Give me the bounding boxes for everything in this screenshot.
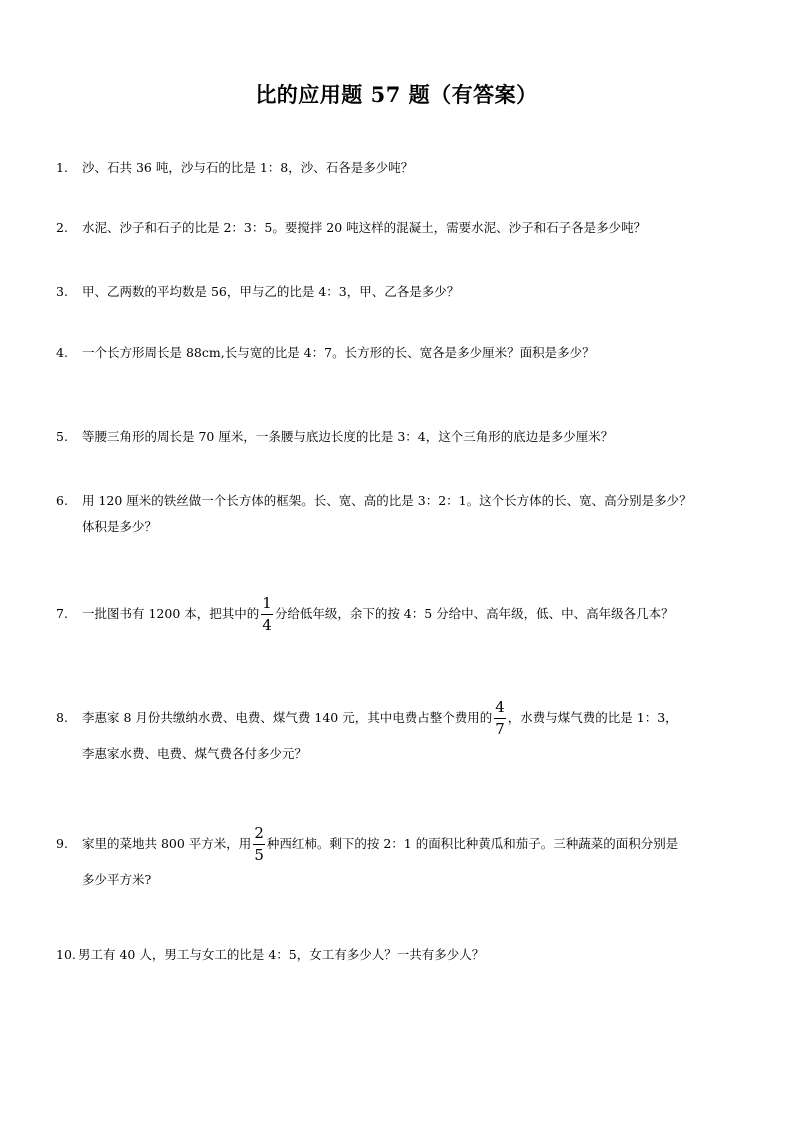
fraction-denominator: 5 [254, 846, 264, 864]
question-number: 5. [56, 429, 68, 444]
page-title: 比的应用题 57 题（有答案） [255, 82, 538, 107]
question-8 [56, 700, 746, 767]
question-text: 李惠家 8 月份共缴纳水费、电费、煤气费 140 元，其中电费占整个费用的 [82, 710, 493, 725]
question-1 [56, 155, 746, 181]
question-text: 等腰三角形的周长是 70 厘米，一条腰与底边长度的比是 3：4，这个三角形的底边是多少厘米？ [82, 429, 614, 444]
question-number: 9. [56, 836, 68, 851]
question-3 [56, 279, 746, 305]
question-text: 一个长方形周长是 88cm,长与宽的比是 4：7。长方形的长、宽各是多少厘米？面积是多少？ [82, 345, 595, 360]
fraction-denominator: 7 [495, 720, 505, 738]
fraction-bar [494, 718, 506, 719]
question-number: 2. [56, 220, 68, 235]
question-text: 水泥、沙子和石子的比是 2：3：5。要搅拌 20 吨这样的混凝土，需要水泥、沙子和石子各是多少吨？ [82, 220, 647, 235]
question-number: 3. [56, 284, 68, 299]
fraction-bar [261, 614, 273, 615]
question-text: 种西红柿。剩下的按 2：1 的面积比种黄瓜和茄子。三种蔬菜的面积分别是 [266, 836, 679, 851]
question-9 [56, 826, 746, 893]
question-4 [56, 340, 746, 366]
question-text: 分给低年级，余下的按 4：5 分给中、高年级，低、中、高年级各几本？ [274, 606, 674, 621]
fraction-denominator: 4 [262, 616, 272, 634]
question-text-continuation: 体积是多少？ [82, 519, 158, 534]
question-number: 6. [56, 493, 68, 508]
question-number: 10. [56, 947, 76, 962]
question-text: 一批图书有 1200 本，把其中的 [82, 606, 260, 621]
fraction-numerator: 2 [254, 824, 264, 842]
question-5 [56, 424, 746, 450]
fraction [253, 826, 265, 863]
fraction-numerator: 4 [495, 698, 505, 716]
fraction [261, 596, 273, 633]
fraction-bar [253, 844, 265, 845]
question-text-continuation: 李惠家水费、电费、煤气费各付多少元？ [82, 746, 308, 761]
question-7 [56, 596, 746, 633]
question-text-continuation: 多少平方米? [82, 872, 152, 887]
question-text: 沙、石共 36 吨，沙与石的比是 1：8，沙、石各是多少吨？ [82, 160, 414, 175]
question-number: 1. [56, 160, 68, 175]
fraction-numerator: 1 [262, 594, 272, 612]
question-text: ，水费与煤气费的比是 1：3， [507, 710, 678, 725]
question-6 [56, 488, 746, 540]
question-text: 甲、乙两数的平均数是 56，甲与乙的比是 4：3，甲、乙各是多少？ [82, 284, 460, 299]
question-number: 8. [56, 710, 68, 725]
question-number: 4. [56, 345, 68, 360]
question-2 [56, 215, 746, 241]
question-text: 男工有 40 人，男工与女工的比是 4：5，女工有多少人？一共有多少人？ [78, 947, 485, 962]
fraction [494, 700, 506, 737]
question-text: 用 120 厘米的铁丝做一个长方体的框架。长、宽、高的比是 3：2：1。这个长方体的长、宽、高分别是多少？ [82, 493, 692, 508]
question-number: 7. [56, 606, 68, 621]
question-10 [56, 942, 746, 968]
question-text: 家里的菜地共 800 平方米，用 [82, 836, 252, 851]
